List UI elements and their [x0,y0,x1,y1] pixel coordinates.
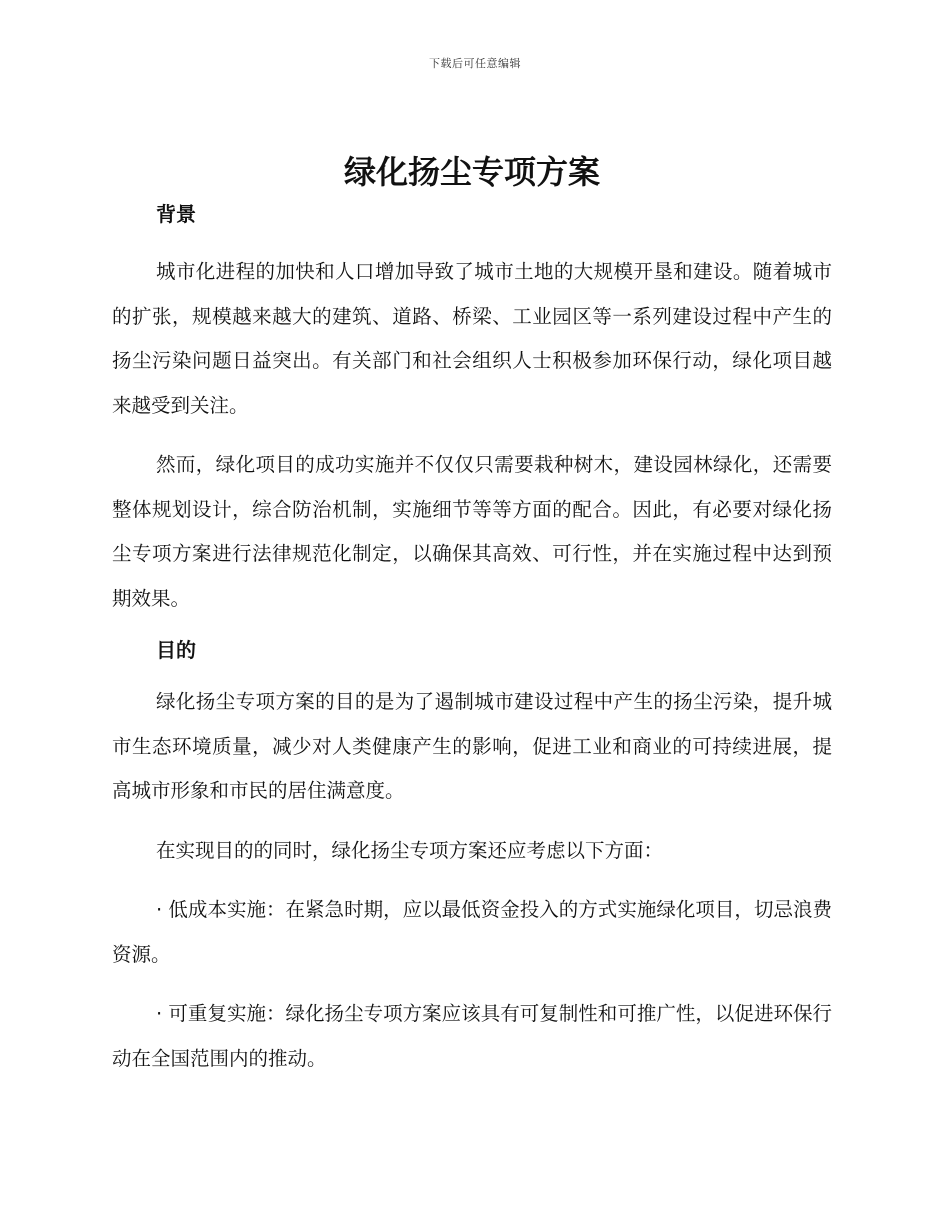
section-heading-background: 背景 [156,202,196,226]
page-header-note: 下载后可任意编辑 [429,57,521,70]
section-heading-purpose: 目的 [156,638,196,662]
bullet-paragraph: · 可重复实施：绿化扬尘专项方案应该具有可复制性和可推广性，以促进环保行动在全国范围内的推动。 [112,1002,832,1070]
document-body [112,150,832,1096]
paragraph: 然而，绿化项目的成功实施并不仅仅只需要栽种树木，建设园林绿化，还需要整体规划设计，综合防治机制，实施细节等等方面的配合。因此，有必要对绿化扬尘专项方案进行法律规范化制定，以确保其高效、可行性，并在实施过程中达到预期效果。 [112,453,832,610]
document-title: 绿化扬尘专项方案 [343,153,600,191]
paragraph: 城市化进程的加快和人口增加导致了城市土地的大规模开垦和建设。随着城市的扩张，规模越来越大的建筑、道路、桥梁、工业园区等一系列建设过程中产生的扬尘污染问题日益突出。有关部门和社会组织人士积极参加环保行动，绿化项目越来越受到关注。 [112,260,832,417]
bullet-paragraph: · 低成本实施：在紧急时期，应以最低资金投入的方式实施绿化项目，切忌浪费资源。 [112,898,832,966]
paragraph: 绿化扬尘专项方案的目的是为了遏制城市建设过程中产生的扬尘污染，提升城市生态环境质量，减少对人类健康产生的影响，促进工业和商业的可持续进展，提高城市形象和市民的居住满意度。 [112,690,832,802]
paragraph: 在实现目的的同时，绿化扬尘专项方案还应考虑以下方面： [156,838,664,862]
